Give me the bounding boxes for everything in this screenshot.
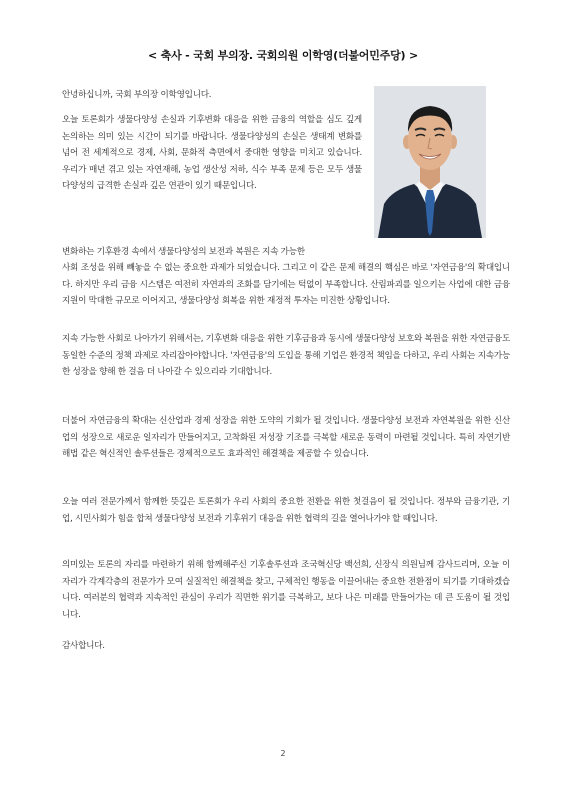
closing-line: 감사합니다. (62, 641, 105, 651)
paragraph-5: 오늘 여러 전문가께서 함께한 뜻깊은 토론회가 우리 사회의 중요한 전환을 위한 첫걸음이 될 것입니다. 정부와 금융기관, 기업, 시민사회가 힘을 합쳐 생물다양성 보전과 기후위기 대응을 위한 협력의 길을 열어나가야 할 때입니다. (62, 497, 510, 524)
paragraph-6: 의미있는 토론의 자리를 마련하기 위해 함께해주신 기후솔루션과 조국혁신당 백선희, 신장식 의원님께 감사드리며, 오늘 이 자리가 각계각층의 전문가가 모여 실질적인 해결책을 찾고, 구체적인 행동을 이끌어내는 중요한 전환점이 되기를 기대하겠습니다. 여러분의 협력과 지속적인 관심이 우리가 직면한 위기를 극복하고, 보다 나은 미래를 만들어가는 데 큰 도움이 될 것입니다. (62, 560, 510, 620)
paragraph-2-line-1: 변화하는 기후환경 속에서 생물다양성의 보전과 복원은 지속 가능한 (62, 247, 305, 257)
paragraph-1: 오늘 토론회가 생물다양성 손실과 기후변화 대응을 위한 금융의 역할을 심도 깊게 논의하는 의미 있는 시간이 되기를 바랍니다. 생물다양성의 손실은 생태계 변화를 넘어 전 세계적으로 경제, 사회, 문화적 측면에서 중대한 영향을 미치고 있습니다. 우리가 매년 겪고 있는 자연재해, 농업 생산성 저하, 식수 부족 문제 등은 모두 생물다양성의 급격한 손실과 깊은 연관이 있기 때문입니다. (62, 115, 362, 191)
page-title: < 축사 - 국회 부의장. 국회의원 이학영(더불어민주당) > (148, 49, 418, 62)
portrait-drawing (374, 86, 486, 238)
paragraph-2-rest: 사회 조성을 위해 빼놓을 수 없는 중요한 과제가 되었습니다. 그리고 이 같은 문제 해결의 핵심은 바로 '자연금융'의 확대입니다. 하지만 우리 금융 시스템은 여전히 자연과의 조화를 담기에는 턱없이 부족합니다. 산림파괴를 일으키는 사업에 대한 금융 지원이 막대한 규모로 이어지고, 생물다양성 회복을 위한 재정적 투자는 미진한 상황입니다. (62, 263, 510, 306)
speaker-portrait (374, 86, 486, 238)
paragraph-4: 더불어 자연금융의 확대는 신산업과 경제 성장을 위한 도약의 기회가 될 것입니다. 생물다양성 보전과 자연복원을 위한 신산업의 성장으로 새로운 일자리가 만들어지고, 고착화된 저성장 기조를 극복할 새로운 동력이 마련될 것입니다. 특히 자연기반해법 같은 혁신적인 솔루션들은 경제적으로도 효과적인 해결책을 제공할 수 있습니다. (62, 416, 510, 459)
paragraph-3: 지속 가능한 사회로 나아가기 위해서는, 기후변화 대응을 위한 기후금융과 동시에 생물다양성 보호와 복원을 위한 자연금융도 동일한 수준의 정책 과제로 자리잡아야합니다. '자연금융'의 도입을 통해 기업은 환경적 책임을 다하고, 우리 사회는 지속가능한 성장을 향해 한 걸음 더 나아갈 수 있으리라 기대합니다. (62, 334, 510, 377)
greeting-line: 안녕하십니까, 국회 부의장 이학영입니다. (62, 90, 212, 100)
page-number: 2 (280, 749, 286, 758)
